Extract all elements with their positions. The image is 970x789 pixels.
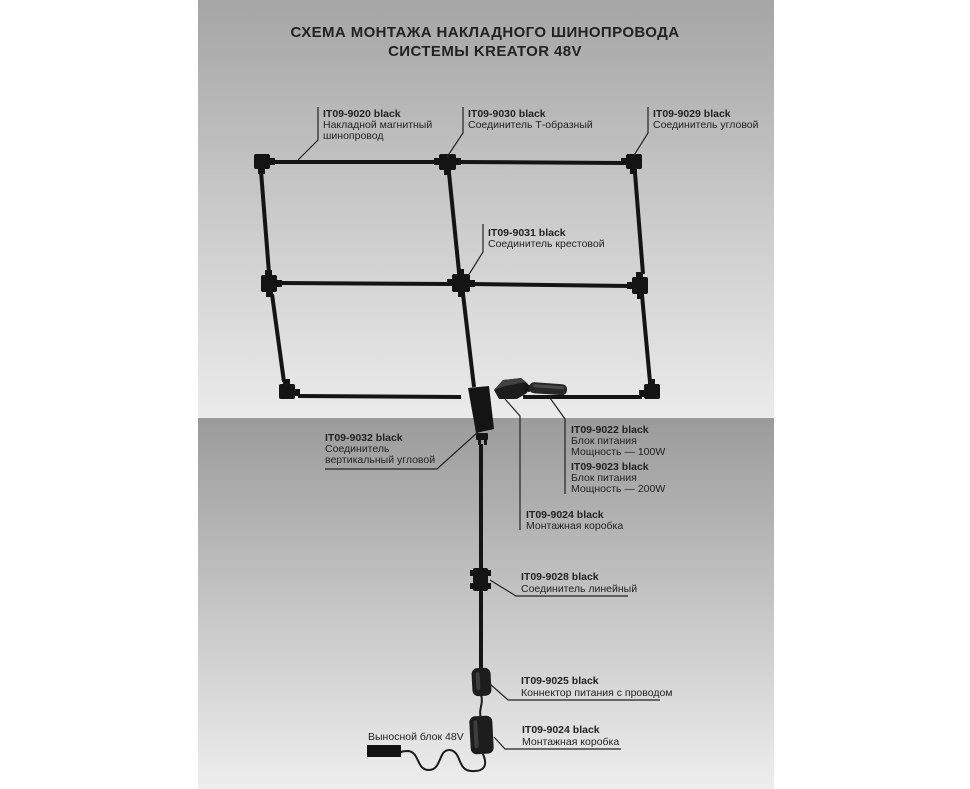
title-line-2: СИСТЕМЫ KREATOR 48V xyxy=(388,43,582,60)
label-line: Выносной блок 48V xyxy=(368,731,464,743)
linear-connector xyxy=(470,568,491,591)
title-line-1: СХЕМА МОНТАЖА НАКЛАДНОГО ШИНОПРОВОДА xyxy=(290,24,680,41)
label-line: IT09-9022 black xyxy=(571,424,649,436)
label-line: IT09-9024 black xyxy=(526,509,604,521)
label-line: IT09-9030 black xyxy=(468,108,546,120)
label-line: Блок питания xyxy=(571,472,637,484)
label-line: Соединитель линейный xyxy=(521,583,638,595)
label-line: Коннектор питания с проводом xyxy=(521,687,673,699)
label-line: Монтажная коробка xyxy=(522,736,620,748)
label-line: IT09-9031 black xyxy=(488,227,566,239)
remote-power-block xyxy=(367,745,401,757)
label-line: Блок питания xyxy=(571,435,637,447)
label-line: IT09-9028 black xyxy=(521,571,599,583)
label-line: Соединитель крестовой xyxy=(488,238,605,250)
label-line: Мощность — 200W xyxy=(571,483,666,495)
label-line: Накладной магнитный xyxy=(323,119,433,131)
track-segment-mid-left xyxy=(280,283,450,284)
label-line: Соединитель угловой xyxy=(653,119,759,131)
label-line: вертикальный угловой xyxy=(325,454,436,466)
label-line: Соединитель Т-образный xyxy=(468,119,593,131)
label-line: IT09-9032 black xyxy=(325,432,403,444)
label-line: Соединитель xyxy=(325,443,390,455)
label-line: IT09-9020 black xyxy=(323,108,401,120)
mounting-box-wall xyxy=(469,715,494,754)
label-line: шинопровод xyxy=(323,130,384,142)
label-line: IT09-9025 black xyxy=(521,675,599,687)
label-remote-block xyxy=(368,731,464,743)
label-line: IT09-9029 black xyxy=(653,108,731,120)
label-line: IT09-9024 black xyxy=(522,724,600,736)
track-segment-mid-right xyxy=(472,284,630,286)
label-line: Мощность — 100W xyxy=(571,446,666,458)
track-segment-bottom-left xyxy=(298,396,461,397)
track-segment-top-right xyxy=(459,162,624,163)
power-connector-with-cord xyxy=(471,667,491,696)
label-line: IT09-9023 black xyxy=(571,461,649,473)
label-line: Монтажная коробка xyxy=(526,520,624,532)
ceiling-background xyxy=(198,0,774,418)
